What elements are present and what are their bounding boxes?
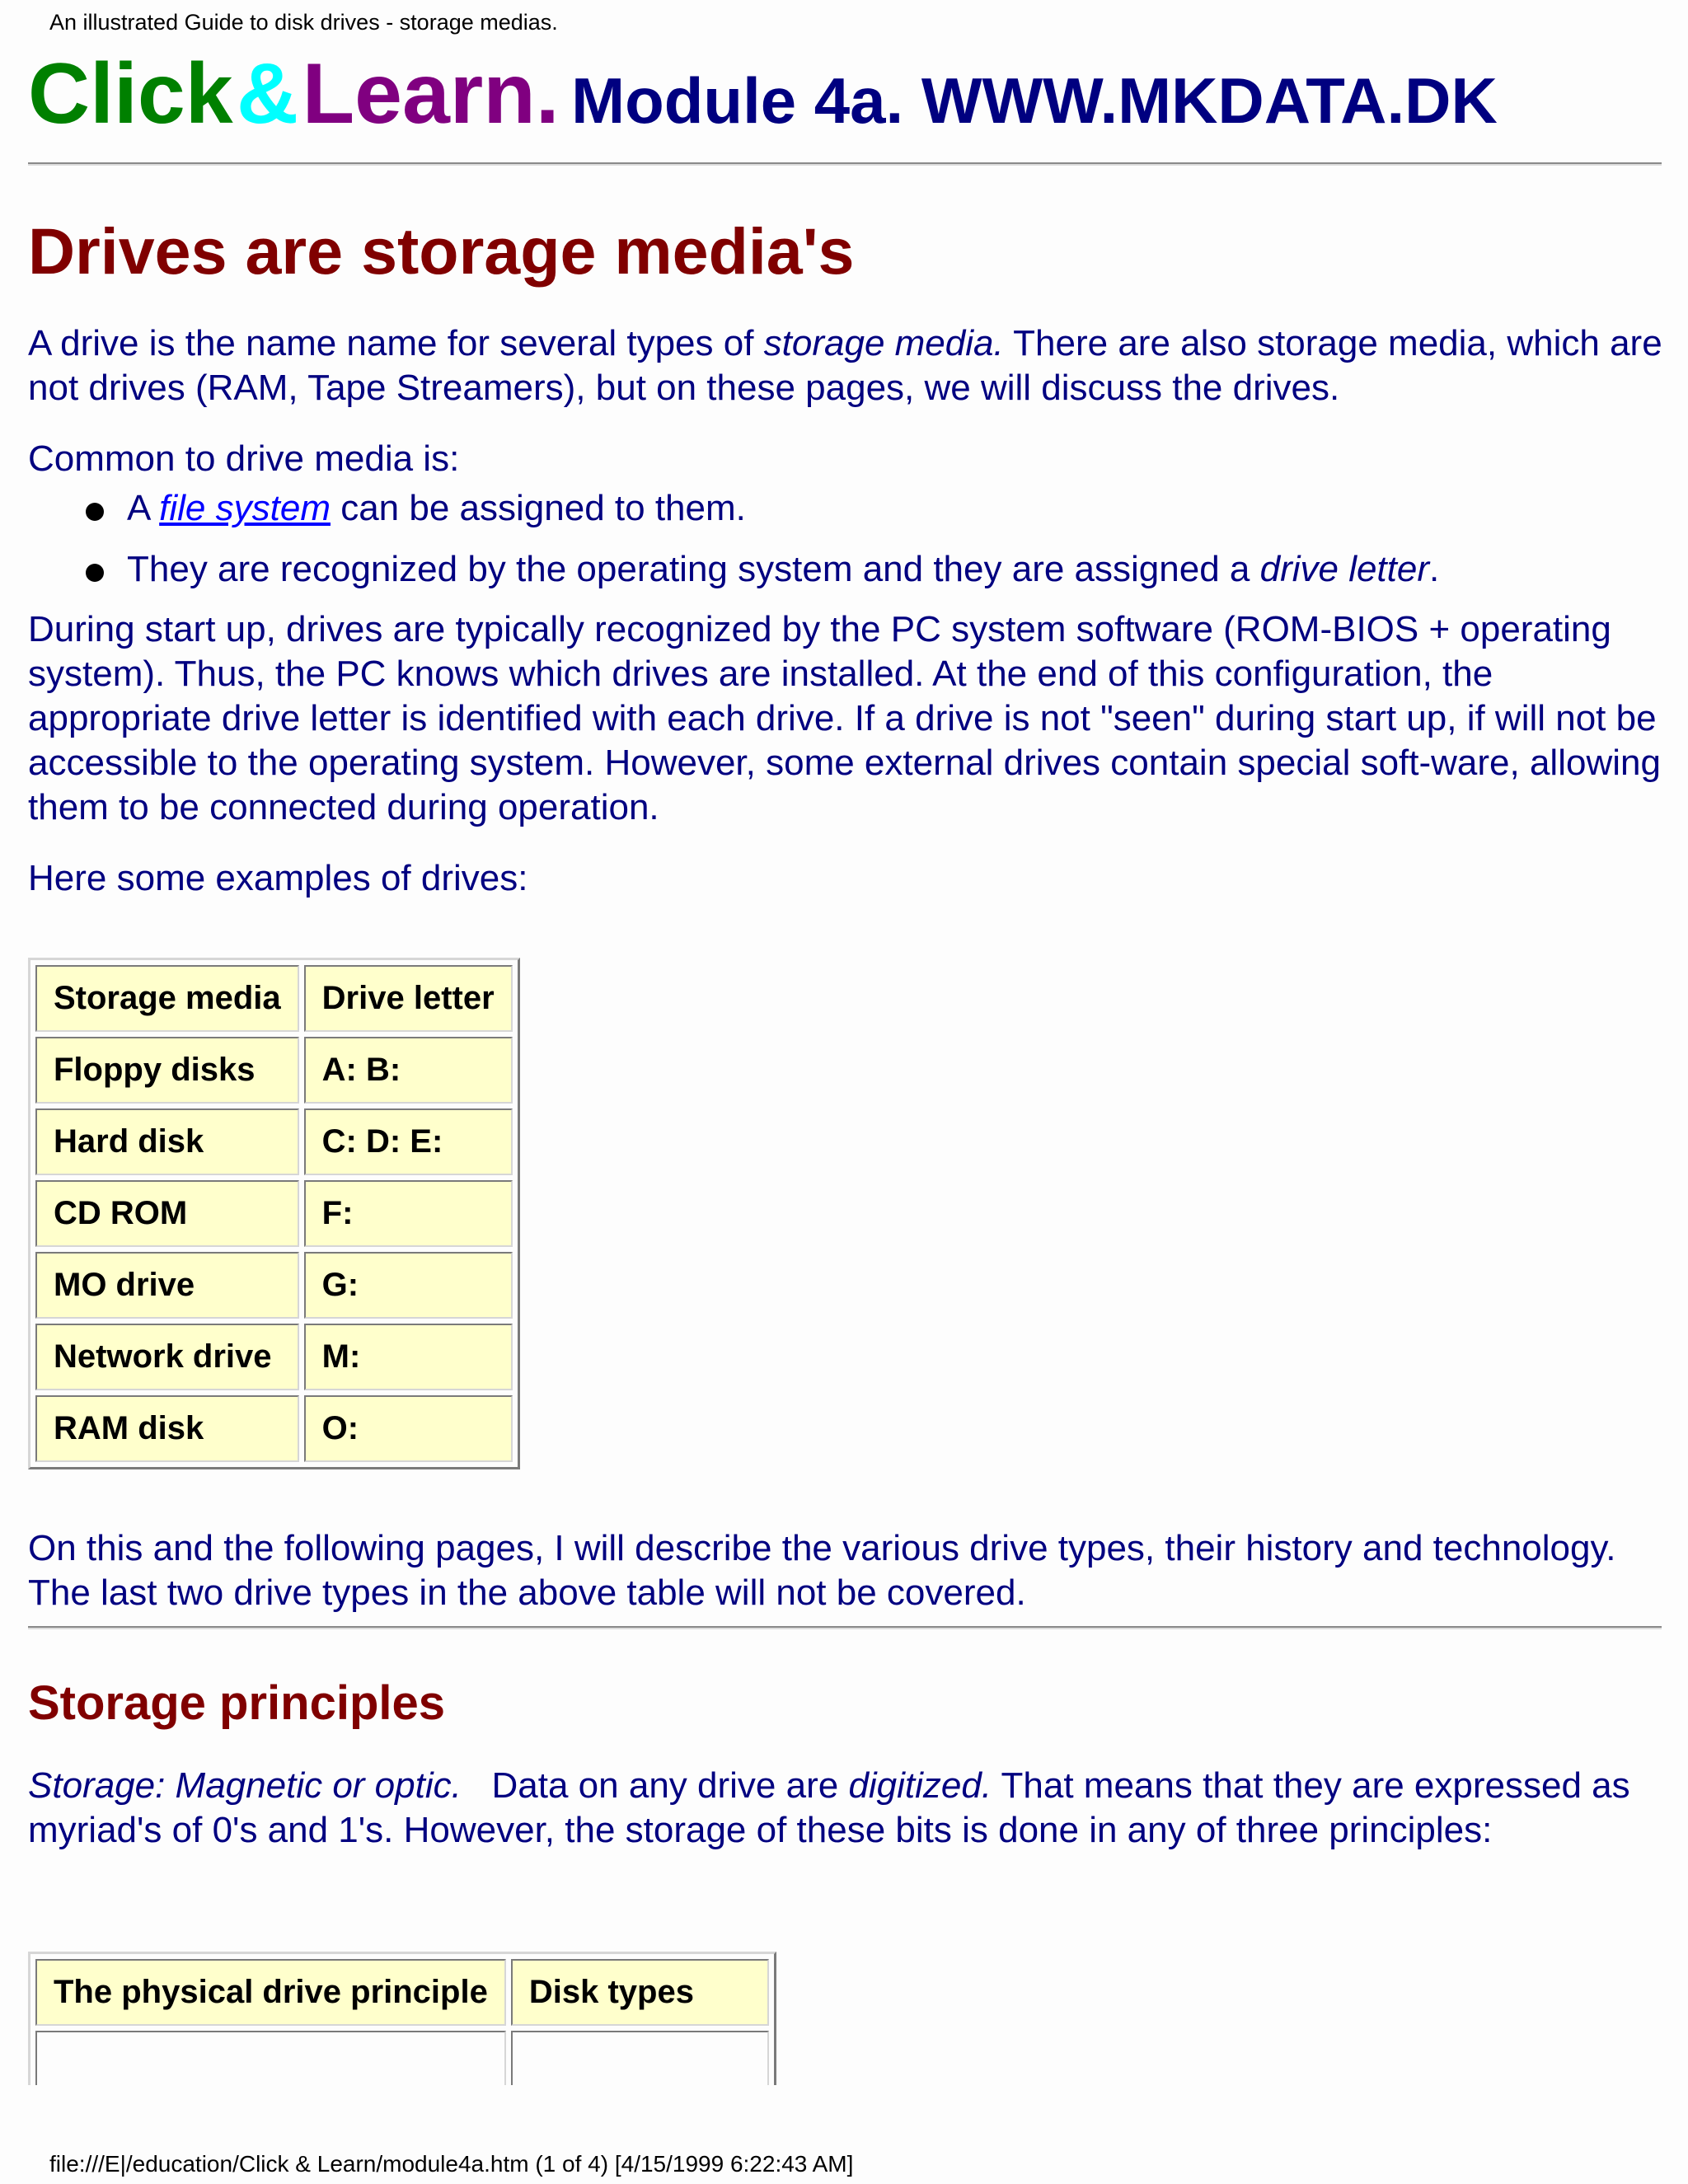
masthead bbox=[28, 46, 1498, 142]
bullet-text: A bbox=[127, 488, 160, 528]
print-footer: file:///E|/education/Click & Learn/module4a.htm (1 of 4) [4/15/1999 6:22:43 AM] bbox=[49, 2151, 854, 2177]
drive-table bbox=[28, 958, 520, 1469]
examples-heading: Here some examples of drives: bbox=[28, 858, 528, 898]
column-header: The physical drive principle bbox=[35, 1959, 506, 2026]
storage-lead: Storage: Magnetic or optic. bbox=[28, 1765, 462, 1806]
column-header: Storage media bbox=[35, 965, 299, 1032]
drive-letter-cell: G: bbox=[304, 1252, 513, 1319]
horizontal-rule bbox=[28, 162, 1662, 166]
common-heading: Common to drive media is: bbox=[28, 438, 460, 479]
principle-table-viewport bbox=[28, 1952, 776, 2085]
bullet-list bbox=[28, 486, 1668, 592]
bullet-icon bbox=[86, 503, 104, 521]
table-row bbox=[35, 1395, 513, 1462]
storage-text-2: That means that they are expressed as myriad's of 0's and 1's. However, the storage of these bits is done in any of three principles: bbox=[28, 1765, 1630, 1850]
column-header: Disk types bbox=[511, 1959, 769, 2026]
drive-letter-cell: M: bbox=[304, 1324, 513, 1390]
drive-letter-cell: O: bbox=[304, 1395, 513, 1462]
drive-letter-cell: A: B: bbox=[304, 1037, 513, 1104]
storage-emphasis: digitized. bbox=[848, 1765, 992, 1806]
drive-letter-cell: F: bbox=[304, 1180, 513, 1247]
horizontal-rule bbox=[28, 1626, 1662, 1629]
empty-cell bbox=[35, 2031, 506, 2085]
table-row bbox=[35, 1252, 513, 1319]
column-header: Drive letter bbox=[304, 965, 513, 1032]
storage-media-cell: Floppy disks bbox=[35, 1037, 299, 1104]
drive-letter-cell: C: D: E: bbox=[304, 1108, 513, 1175]
bullet-text: They are recognized by the operating system and they are assigned a bbox=[127, 549, 1260, 589]
following-paragraph: On this and the following pages, I will describe the various drive types, their history and technology. The last two drive types in the above table will not be covered. bbox=[28, 1528, 1616, 1613]
intro-text-1: A drive is the name name for several types of bbox=[28, 323, 764, 363]
storage-media-cell: MO drive bbox=[35, 1252, 299, 1319]
storage-media-cell: Hard disk bbox=[35, 1108, 299, 1175]
file-system-link[interactable]: file system bbox=[159, 488, 331, 528]
print-header: An illustrated Guide to disk drives - storage medias. bbox=[49, 10, 558, 35]
bullet-text: can be assigned to them. bbox=[330, 488, 746, 528]
table-row bbox=[35, 1037, 513, 1104]
storage-media-cell: CD ROM bbox=[35, 1180, 299, 1247]
startup-paragraph: During start up, drives are typically recognized by the PC system software (ROM-BIOS + operating system). Thus, the PC knows which drives are installed. At the end of this configuration, the appropriate drive letter is identified with each drive. If a drive is not "seen" during start up, if will not be accessible to the operating system. However, some external drives contain special soft-ware, allowing them to be connected during operation. bbox=[28, 609, 1661, 827]
section-title: Storage principles bbox=[28, 1676, 446, 1730]
list-item bbox=[28, 486, 1668, 531]
empty-cell bbox=[511, 2031, 769, 2085]
masthead-click: Click bbox=[28, 46, 233, 142]
intro-emphasis: storage media. bbox=[763, 323, 1004, 363]
list-item bbox=[28, 547, 1668, 592]
storage-media-cell: Network drive bbox=[35, 1324, 299, 1390]
table-row bbox=[35, 1324, 513, 1390]
bullet-icon bbox=[86, 564, 104, 582]
table-row bbox=[35, 1108, 513, 1175]
storage-media-cell: RAM disk bbox=[35, 1395, 299, 1462]
masthead-ampersand: & bbox=[237, 46, 299, 142]
intro-paragraph bbox=[28, 321, 1668, 410]
intro-text-2: There are also storage media, which are not drives (RAM, Tape Streamers), but on these pages, we will discuss the drives. bbox=[28, 323, 1662, 408]
principle-table bbox=[28, 1952, 776, 2085]
table-row bbox=[35, 2031, 769, 2085]
table-row bbox=[35, 1180, 513, 1247]
drive-letter-emphasis: drive letter bbox=[1259, 549, 1430, 589]
table-header-row bbox=[35, 965, 513, 1032]
storage-paragraph bbox=[28, 1764, 1668, 1853]
masthead-module: Module 4a. WWW.MKDATA.DK bbox=[571, 64, 1498, 137]
storage-text-1: Data on any drive are bbox=[461, 1765, 849, 1806]
masthead-learn: Learn. bbox=[302, 46, 560, 142]
bullet-text: . bbox=[1429, 549, 1440, 589]
page-title: Drives are storage media's bbox=[28, 214, 855, 288]
table-header-row bbox=[35, 1959, 769, 2026]
